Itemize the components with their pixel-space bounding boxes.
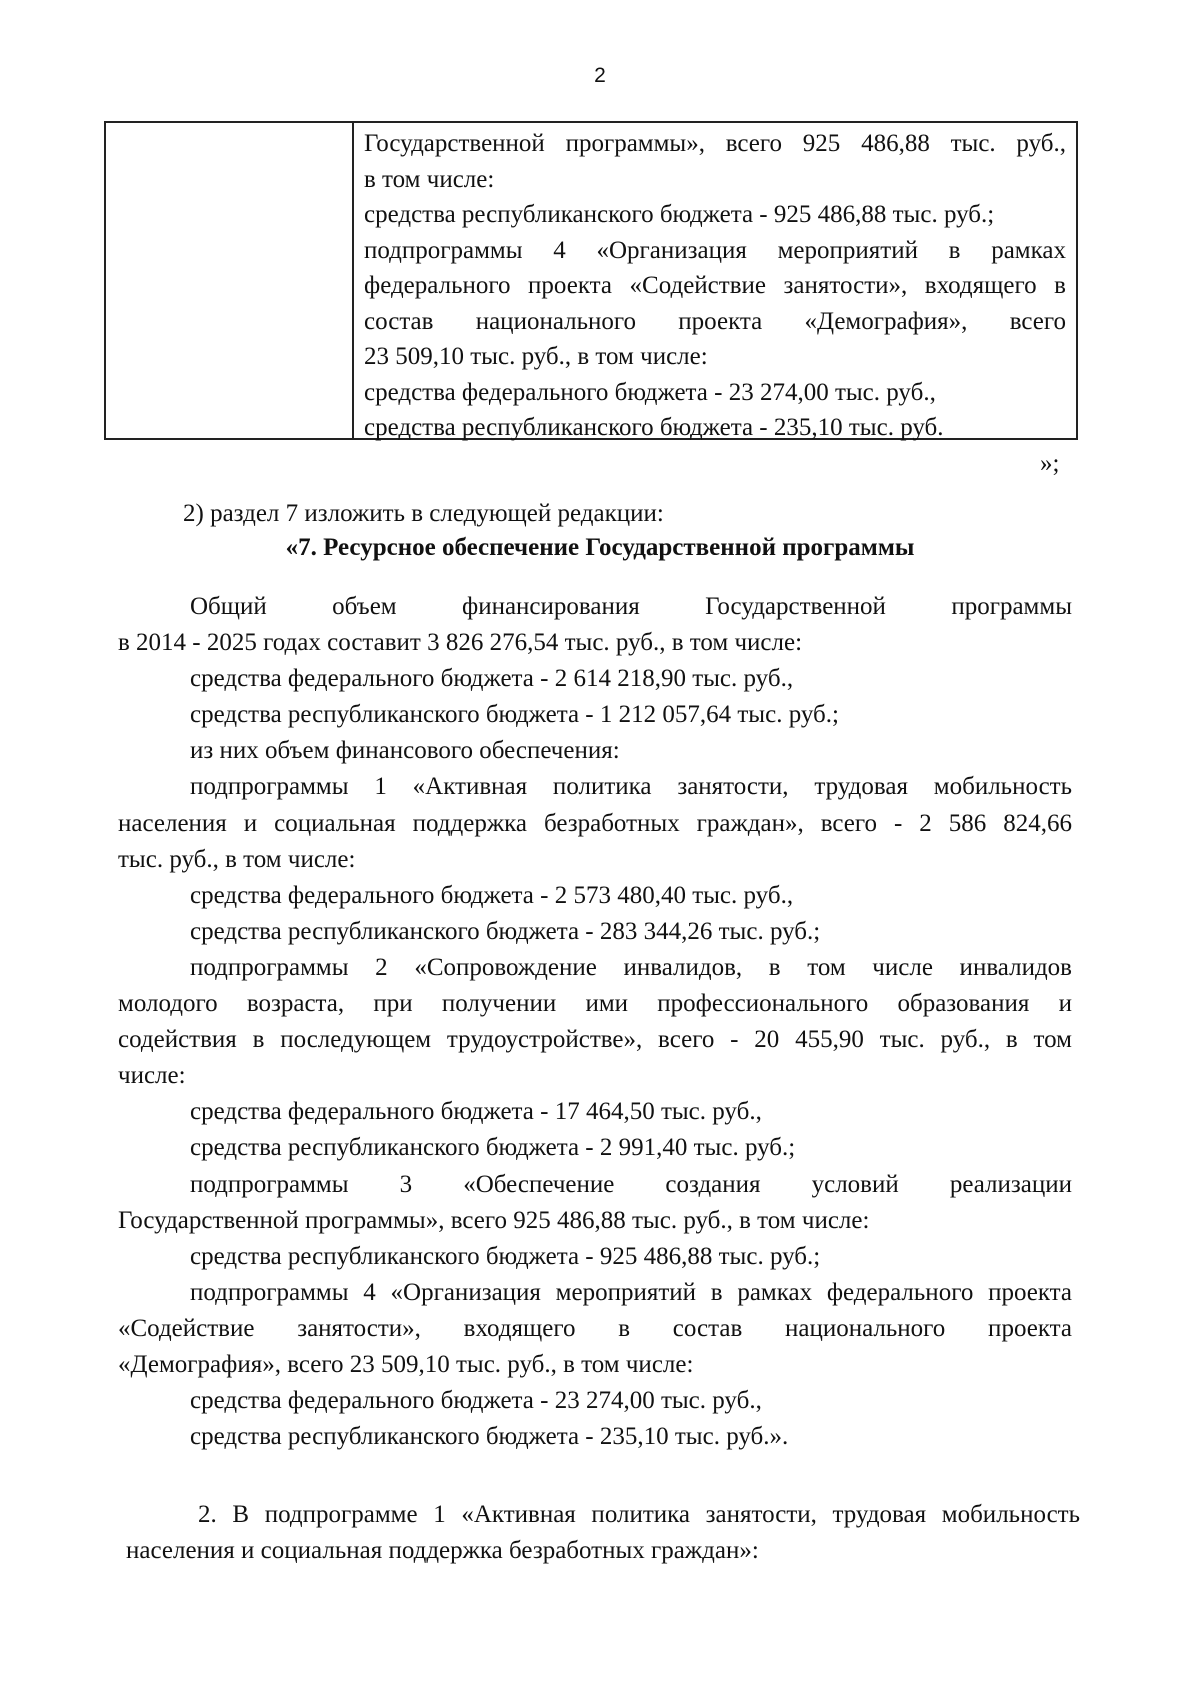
- body-line: средства республиканского бюджета - 283 344,26 тыс. руб.;: [190, 917, 821, 945]
- body-line: средства федерального бюджета - 2 614 218,90 тыс. руб.,: [190, 665, 794, 693]
- table-line: подпрограммы 4 «Организация мероприятий в рамках: [364, 236, 1066, 264]
- table-line: средства республиканского бюджета - 235,10 тыс. руб.: [364, 414, 944, 441]
- body-line: «Демография», всего 23 509,10 тыс. руб., в том числе:: [118, 1350, 694, 1378]
- amendment-item-2: 2) раздел 7 изложить в следующей редакции:: [183, 500, 664, 527]
- table-line: федерального проекта «Содействие занятости», входящего в: [364, 272, 1066, 299]
- page-number: 2: [594, 64, 606, 87]
- table-line: 23 509,10 тыс. руб., в том числе:: [364, 343, 708, 370]
- table-line: средства федерального бюджета - 23 274,00 тыс. руб.,: [364, 378, 936, 406]
- body-line: числе:: [118, 1062, 186, 1090]
- table-cell-text: [364, 126, 1066, 446]
- table-line: в том числе:: [364, 165, 495, 193]
- body-line: молодого возраста, при получении ими профессионального образования и: [118, 990, 1072, 1018]
- table-line: средства республиканского бюджета - 925 486,88 тыс. руб.;: [364, 201, 995, 228]
- body-line: населения и социальная поддержка безработных граждан»:: [126, 1537, 759, 1564]
- table-line: состав национального проекта «Демография», всего: [364, 307, 1066, 335]
- body-line: подпрограммы 1 «Активная политика занятости, трудовая мобильность: [190, 773, 1072, 801]
- section-body: [118, 589, 1072, 1455]
- body-line: тыс. руб., в том числе:: [118, 845, 356, 873]
- body-line: средства федерального бюджета - 23 274,00 тыс. руб.,: [190, 1387, 762, 1415]
- section-heading: «7. Ресурсное обеспечение Государственной программы: [285, 534, 915, 561]
- body-line: Государственной программы», всего 925 486,88 тыс. руб., в том числе:: [118, 1206, 870, 1234]
- closing-quote: »;: [1040, 450, 1060, 477]
- continuation-table: [104, 121, 1078, 440]
- body-line: средства республиканского бюджета - 1 212 057,64 тыс. руб.;: [190, 701, 839, 729]
- body-line: в 2014 - 2025 годах составит 3 826 276,54 тыс. руб., в том числе:: [118, 629, 803, 657]
- table-line: Государственной программы», всего 925 486,88 тыс. руб.,: [364, 130, 1066, 157]
- table-column-divider: [352, 123, 354, 438]
- body-line: подпрограммы 3 «Обеспечение создания условий реализации: [190, 1170, 1072, 1198]
- paragraph-2: [126, 1497, 1080, 1569]
- body-line: «Содействие занятости», входящего в состав национального проекта: [118, 1314, 1072, 1342]
- body-line: средства республиканского бюджета - 2 991,40 тыс. руб.;: [190, 1134, 796, 1162]
- body-line: средства федерального бюджета - 17 464,50 тыс. руб.,: [190, 1098, 762, 1126]
- body-line: средства федерального бюджета - 2 573 480,40 тыс. руб.,: [190, 881, 794, 909]
- body-line: средства республиканского бюджета - 925 486,88 тыс. руб.;: [190, 1242, 821, 1270]
- body-line: содействия в последующем трудоустройстве», всего - 20 455,90 тыс. руб., в том: [118, 1026, 1072, 1054]
- body-line: средства республиканского бюджета - 235,10 тыс. руб.».: [190, 1423, 789, 1451]
- body-line: подпрограммы 4 «Организация мероприятий в рамках федерального проекта: [190, 1278, 1072, 1306]
- body-line: подпрограммы 2 «Сопровождение инвалидов, в том числе инвалидов: [190, 953, 1072, 981]
- body-line: из них объем финансового обеспечения:: [190, 737, 620, 765]
- body-line: Общий объем финансирования Государственной программы: [190, 593, 1072, 620]
- body-line: 2. В подпрограмме 1 «Активная политика занятости, трудовая мобильность: [198, 1501, 1080, 1528]
- body-line: населения и социальная поддержка безработных граждан», всего - 2 586 824,66: [118, 809, 1072, 837]
